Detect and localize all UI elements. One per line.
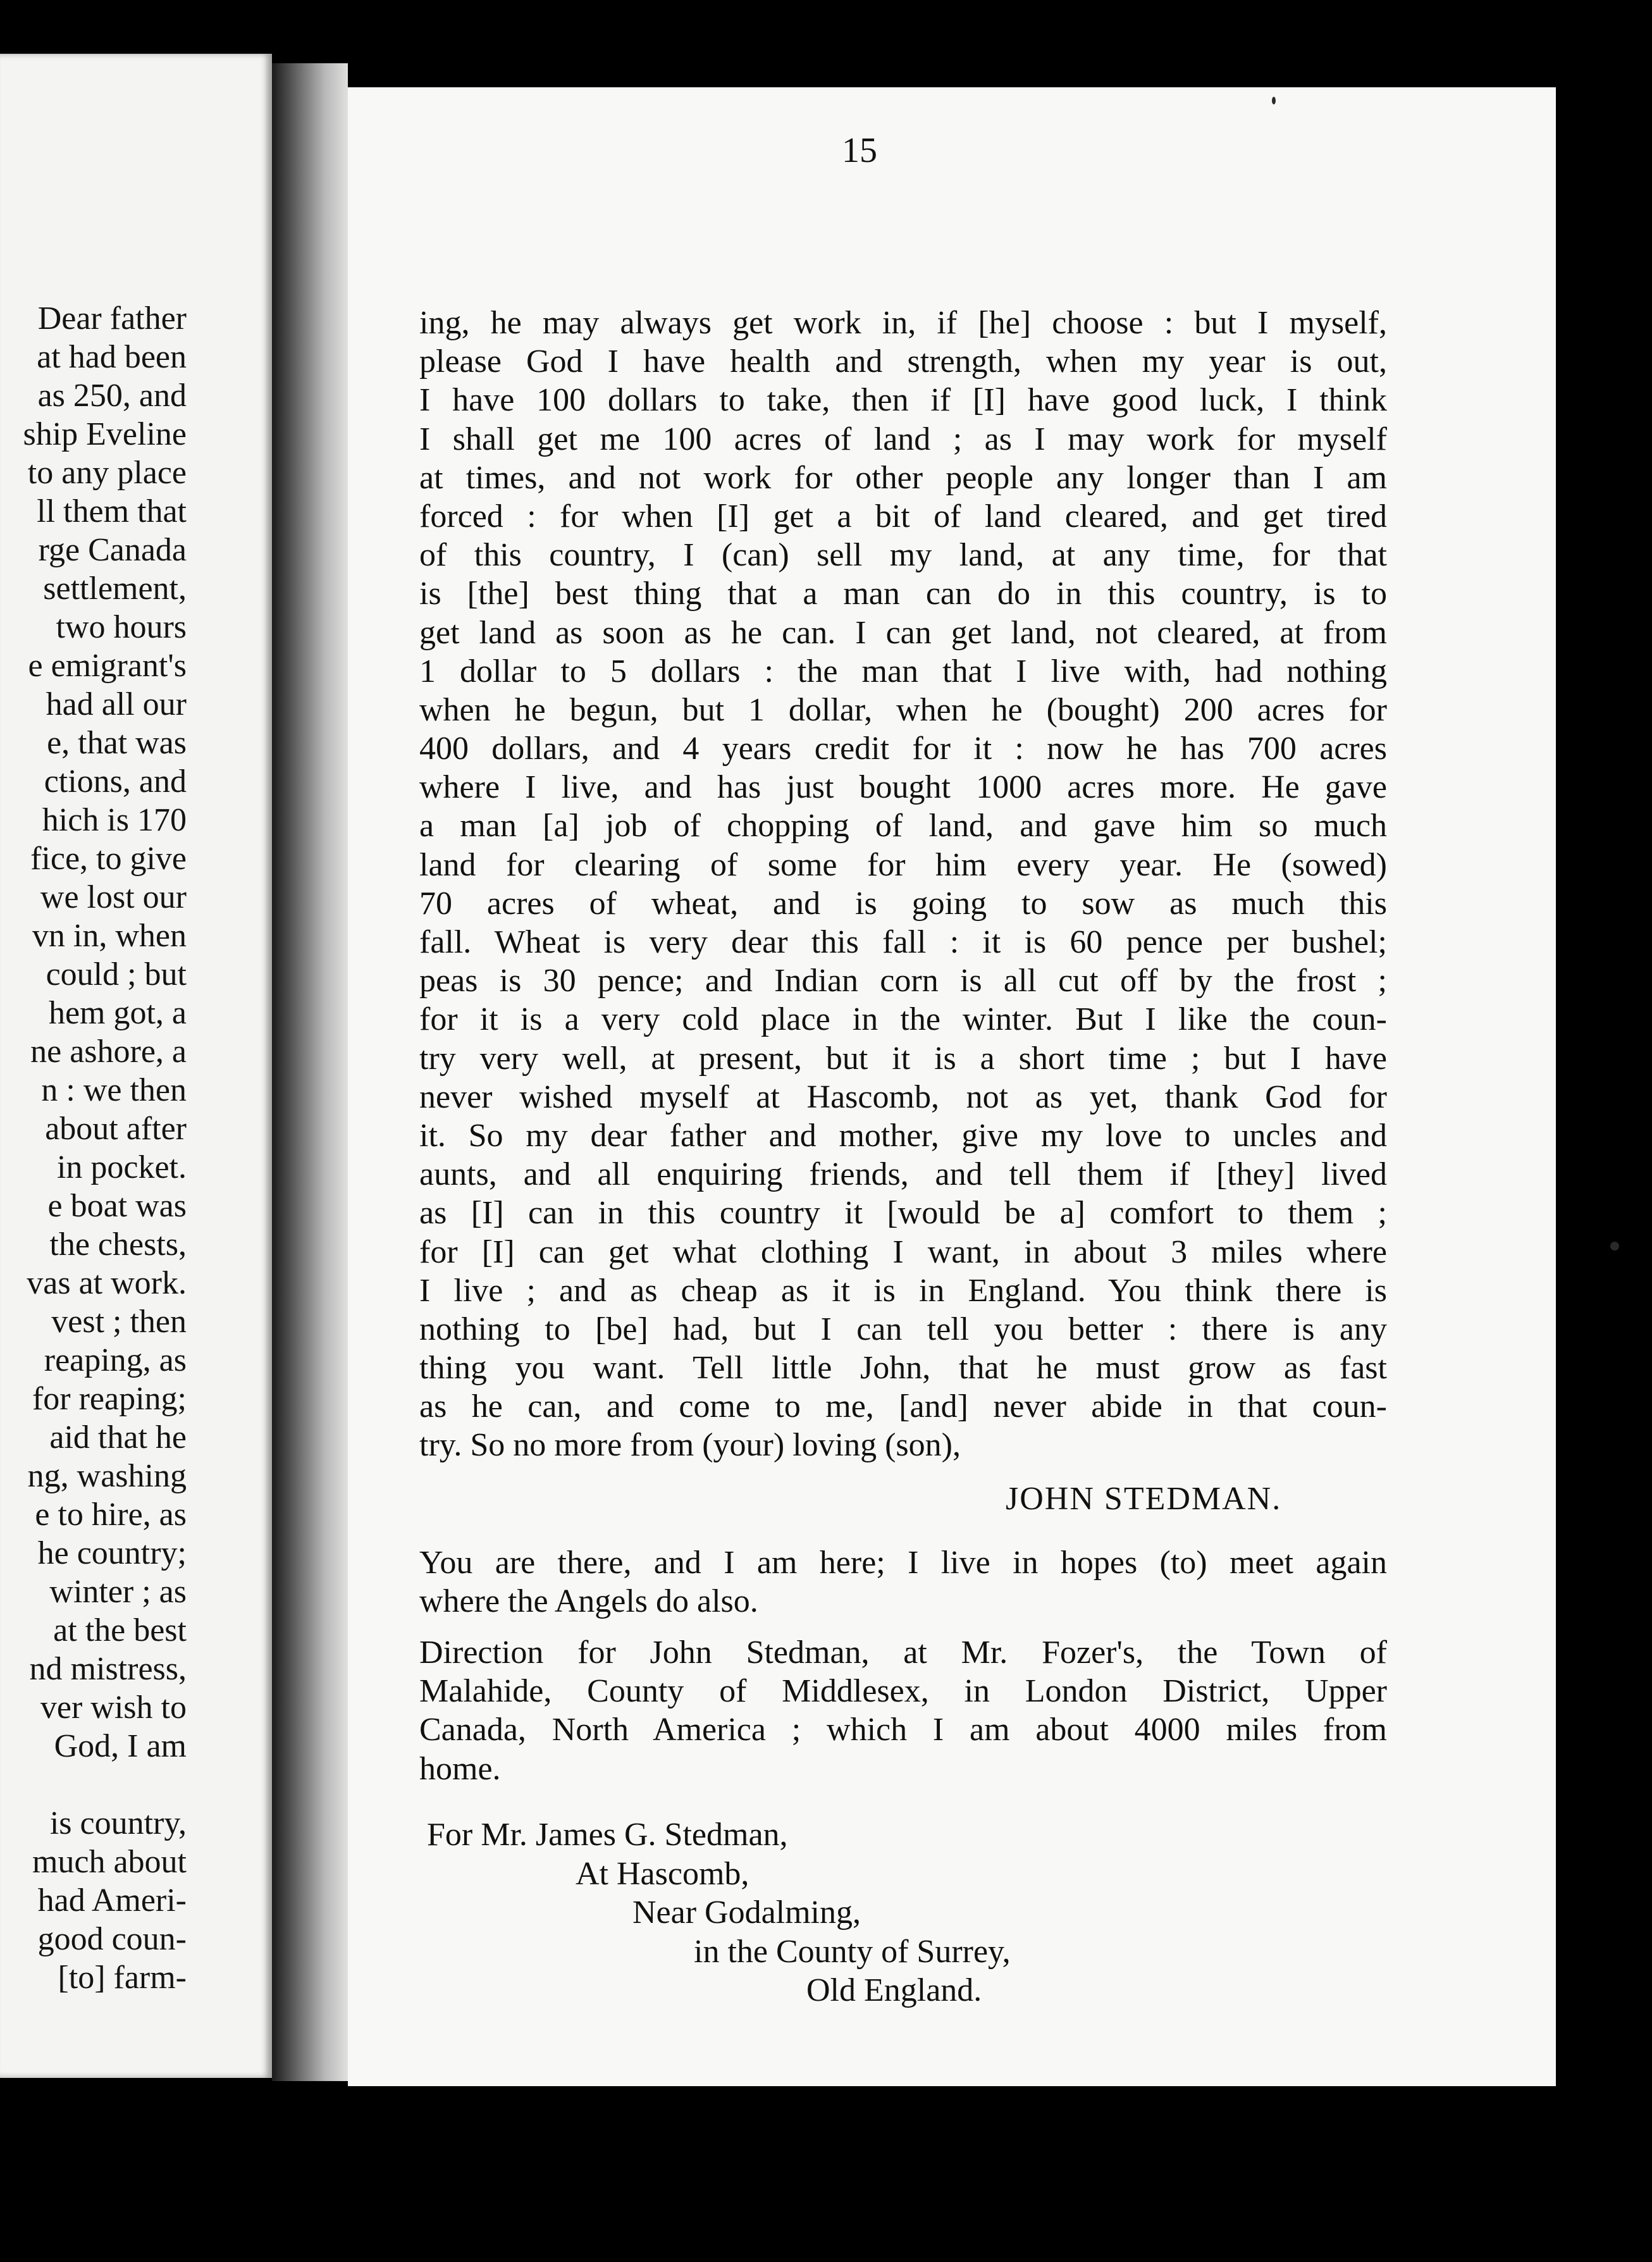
body-line: as [I] can in this country it [would be a] comfort to them ; [419, 1195, 1387, 1232]
body-line: where I live, and has just bought 1000 acres more. He gave [419, 769, 1387, 806]
previous-page-line: winter ; as [49, 1574, 187, 1610]
previous-page-line: at had been [37, 339, 187, 375]
postscript-line: You are there, and I am here; I live in hopes (to) meet again [419, 1545, 1387, 1581]
direction-line: Direction for John Stedman, at Mr. Fozer's, the Town of [419, 1635, 1387, 1671]
direction-line: Canada, North America ; which I am about 4000 miles from [419, 1712, 1387, 1748]
previous-page-fragment [0, 54, 272, 2078]
body-line: I live ; and as cheap as it is in England. You think there is [419, 1272, 1387, 1309]
previous-page-line: vest ; then [51, 1304, 187, 1340]
previous-page-line: e boat was [47, 1188, 187, 1224]
address-block [427, 1815, 1011, 2010]
previous-page-line: rge Canada [38, 532, 187, 568]
book-gutter [272, 63, 348, 2081]
direction-line: Malahide, County of Middlesex, in London District, Upper [419, 1673, 1387, 1710]
body-line: land for clearing of some for him every year. He (sowed) [419, 846, 1387, 883]
previous-page-line: at the best [53, 1612, 187, 1648]
previous-page-line: as 250, and [37, 378, 187, 414]
body-line: thing you want. Tell little John, that he must grow as fast [419, 1350, 1387, 1387]
previous-page-line: for reaping; [32, 1381, 187, 1417]
previous-page-line: ng, washing [27, 1458, 187, 1494]
page-number: 15 [842, 131, 877, 170]
body-line: at times, and not work for other people any longer than I am [419, 459, 1387, 496]
body-line: peas is 30 pence; and Indian corn is all cut off by the frost ; [419, 963, 1387, 999]
previous-page-line [0, 1765, 187, 1804]
previous-page-line: e to hire, as [35, 1497, 187, 1533]
previous-page-line: about after [45, 1111, 187, 1147]
signature: JOHN STEDMAN. [1006, 1481, 1282, 1517]
body-line: 1 dollar to 5 dollars : the man that I live with, had nothing [419, 653, 1387, 689]
previous-page-line: could ; but [46, 956, 187, 992]
previous-page-line: reaping, as [44, 1342, 187, 1378]
page-mark [1272, 97, 1276, 104]
body-line: nothing to [be] had, but I can tell you better : there is any [419, 1311, 1387, 1347]
body-line: when he begun, but 1 dollar, when he (bought) 200 acres for [419, 691, 1387, 728]
body-line: 400 dollars, and 4 years credit for it : now he has 700 acres [419, 731, 1387, 767]
previous-page-line: much about [32, 1844, 187, 1880]
previous-page-line: e emigrant's [28, 648, 187, 684]
body-line: try. So no more from (your) loving (son), [419, 1427, 961, 1464]
body-line: for [I] can get what clothing I want, in about 3 miles where [419, 1233, 1387, 1270]
body-line: is [the] best thing that a man can do in this country, is to [419, 576, 1387, 612]
body-line: 70 acres of wheat, and is going to sow as much this [419, 885, 1387, 922]
postscript [419, 1543, 1387, 1621]
previous-page-text [0, 299, 187, 1997]
body-line: as he can, and come to me, [and] never abide in that coun- [419, 1388, 1387, 1425]
direction-paragraph [419, 1633, 1387, 1788]
previous-page-line: hem got, a [48, 995, 187, 1031]
previous-page-line: aid that he [49, 1419, 187, 1455]
previous-page-line: nd mistress, [29, 1651, 187, 1687]
body-line: never wished myself at Hascomb, not as yet, thank God for [419, 1078, 1387, 1115]
previous-page-line: two hours [56, 609, 187, 645]
previous-page-line: had Ameri- [37, 1882, 187, 1919]
previous-page-line: e, that was [47, 725, 187, 761]
previous-page-line: to any place [27, 455, 187, 491]
previous-page-line: the chests, [49, 1227, 187, 1263]
body-line: it. So my dear father and mother, give my love to uncles and [419, 1117, 1387, 1154]
previous-page-line: had all our [46, 686, 187, 722]
previous-page-line: Dear father [37, 300, 187, 337]
previous-page-line: ver wish to [40, 1690, 187, 1726]
body-line: aunts, and all enquiring friends, and tell them if [they] lived [419, 1156, 1387, 1193]
previous-page-line: we lost our [40, 879, 187, 915]
previous-page-line: vas at work. [27, 1265, 187, 1301]
previous-page-line: vn in, when [32, 918, 187, 954]
page-mark [1610, 1242, 1619, 1251]
address-line-country: Old England. [806, 1972, 982, 2008]
body-line: I shall get me 100 acres of land ; as I may work for myself [419, 421, 1387, 457]
address-line-county: in the County of Surrey, [694, 1933, 1011, 1970]
body-line: a man [a] job of chopping of land, and gave him so much [419, 808, 1387, 844]
address-line-place: At Hascomb, [576, 1855, 749, 1892]
previous-page-line: ne ashore, a [30, 1034, 187, 1070]
previous-page-line: ctions, and [44, 763, 187, 800]
previous-page-line: n : we then [41, 1072, 187, 1108]
body-line: I have 100 dollars to take, then if [I] have good luck, I think [419, 382, 1387, 419]
body-line: please God I have health and strength, when my year is out, [419, 343, 1387, 380]
previous-page-line: is country, [49, 1805, 187, 1841]
body-line: ing, he may always get work in, if [he] choose : but I myself, [419, 305, 1387, 341]
previous-page-line: ll them that [37, 493, 187, 529]
previous-page-line: God, I am [54, 1728, 187, 1764]
body-line: get land as soon as he can. I can get land, not cleared, at from [419, 614, 1387, 651]
body-line: forced : for when [I] get a bit of land cleared, and get tired [419, 498, 1387, 535]
body-line: try very well, at present, but it is a short time ; but I have [419, 1040, 1387, 1077]
postscript-line: where the Angels do also. [419, 1583, 758, 1620]
previous-page-line: he country; [37, 1535, 187, 1571]
body-line: fall. Wheat is very dear this fall : it is 60 pence per bushel; [419, 924, 1387, 960]
address-line-recipient: For Mr. James G. Stedman, [427, 1817, 788, 1853]
body-line: of this country, I (can) sell my land, at any time, for that [419, 537, 1387, 574]
previous-page-line: good coun- [37, 1921, 187, 1957]
letter-body [419, 304, 1387, 1465]
address-line-town: Near Godalming, [632, 1894, 861, 1931]
previous-page-line: ship Eveline [23, 416, 187, 452]
direction-line: home. [419, 1750, 501, 1787]
previous-page-line: fice, to give [30, 841, 187, 877]
previous-page-line: in pocket. [56, 1149, 187, 1185]
previous-page-line: hich is 170 [42, 802, 187, 838]
previous-page-line: settlement, [43, 571, 187, 607]
body-line: for it is a very cold place in the winter. But I like the coun- [419, 1001, 1387, 1038]
previous-page-line: [to] farm- [58, 1960, 187, 1996]
